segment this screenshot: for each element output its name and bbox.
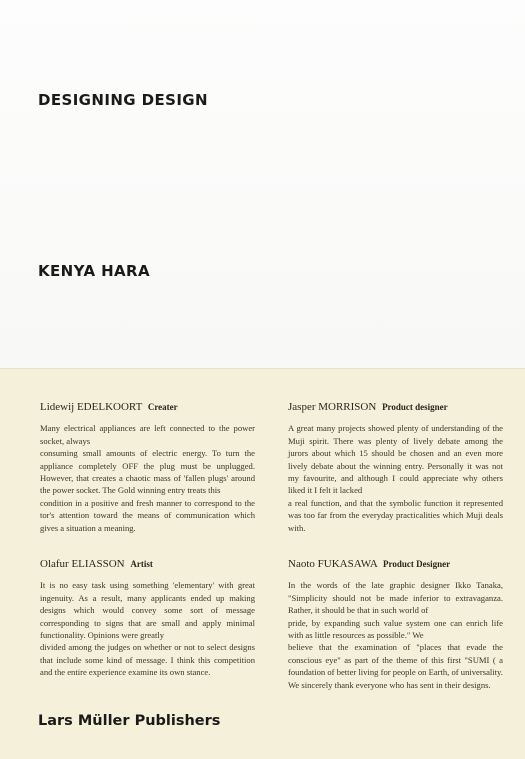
review-edelkoort	[40, 401, 255, 534]
review-line: It is no easy task using something 'elementary' with great ingenuity. As a result, many applicants ended up making designs which would convey some sort of message corresponding to signs that are small and apply minimal functionality. Opinions were greatly	[40, 580, 255, 641]
reviewer-role: Creater	[147, 402, 178, 412]
review-line: A great many projects showed plenty of understanding of the Muji spirit. There was plenty of lively debate among the jurors about which 15 should be chosen and an even more lively debate about the winning entry. Personally it was not my favourite, and although I could appreciate why others liked it I felt it lacked	[288, 423, 503, 496]
reviewer-heading	[40, 401, 255, 413]
review-line: consuming small amounts of electric energy. To turn the appliance completely OFF the plug must be unplugged. However, that creates a chaotic mass of 'fallen plugs' around the power socket. The Gold winning entry treats this	[40, 448, 255, 496]
reviewer-name: Jasper MORRISON	[288, 401, 377, 413]
review-morrison	[288, 401, 503, 534]
review-line: pride, by expanding such value system one can enrich life with as little resources as possible." We	[288, 617, 503, 641]
publisher-name: Lars Müller Publishers	[38, 713, 221, 729]
reviewer-role: Product Designer	[383, 559, 451, 569]
cover-top	[0, 0, 525, 368]
reviewer-heading	[288, 558, 503, 570]
reviewer-name: Naoto FUKASAWA	[288, 558, 378, 570]
reviewer-role: Product designer	[382, 402, 448, 412]
author-name: KENYA HARA	[38, 262, 151, 280]
reviewer-name: Olafur ELIASSON	[40, 558, 125, 570]
review-eliasson	[40, 558, 255, 679]
review-line: divided among the judges on whether or not to select designs that include some kind of message. I think this competition and the entire experience examine its own stance.	[40, 642, 255, 678]
review-line: believe that the examination of "places that evade the conscious eye" as part of the theme of this first "SUMI ( a foundation of better living for people on Earth, of universality.	[288, 642, 503, 678]
review-line: a real function, and that the symbolic function it represented was too far from the everyday practicalities which Muji deals with.	[288, 497, 503, 533]
reviewer-role: Artist	[130, 559, 153, 569]
review-line: In the words of the late graphic designer Ikko Tanaka, "Simplicity should not be made inferior to extravaganza. Rather, it should be that in such world of	[288, 580, 503, 616]
reviewer-name: Lidewij EDELKOORT	[40, 401, 143, 413]
review-fukasawa	[288, 558, 503, 691]
review-line: Many electrical appliances are left connected to the power socket, always	[40, 423, 255, 446]
review-line: condition in a positive and fresh manner to correspond to the tor's attention toward the means of communication which gives a situation a meaning.	[40, 497, 255, 533]
review-line: We sincerely thank everyone who has sent in their designs.	[288, 679, 491, 690]
reviewer-heading	[288, 401, 503, 413]
reviewer-heading	[40, 558, 255, 570]
book-title: DESIGNING DESIGN	[38, 91, 208, 109]
